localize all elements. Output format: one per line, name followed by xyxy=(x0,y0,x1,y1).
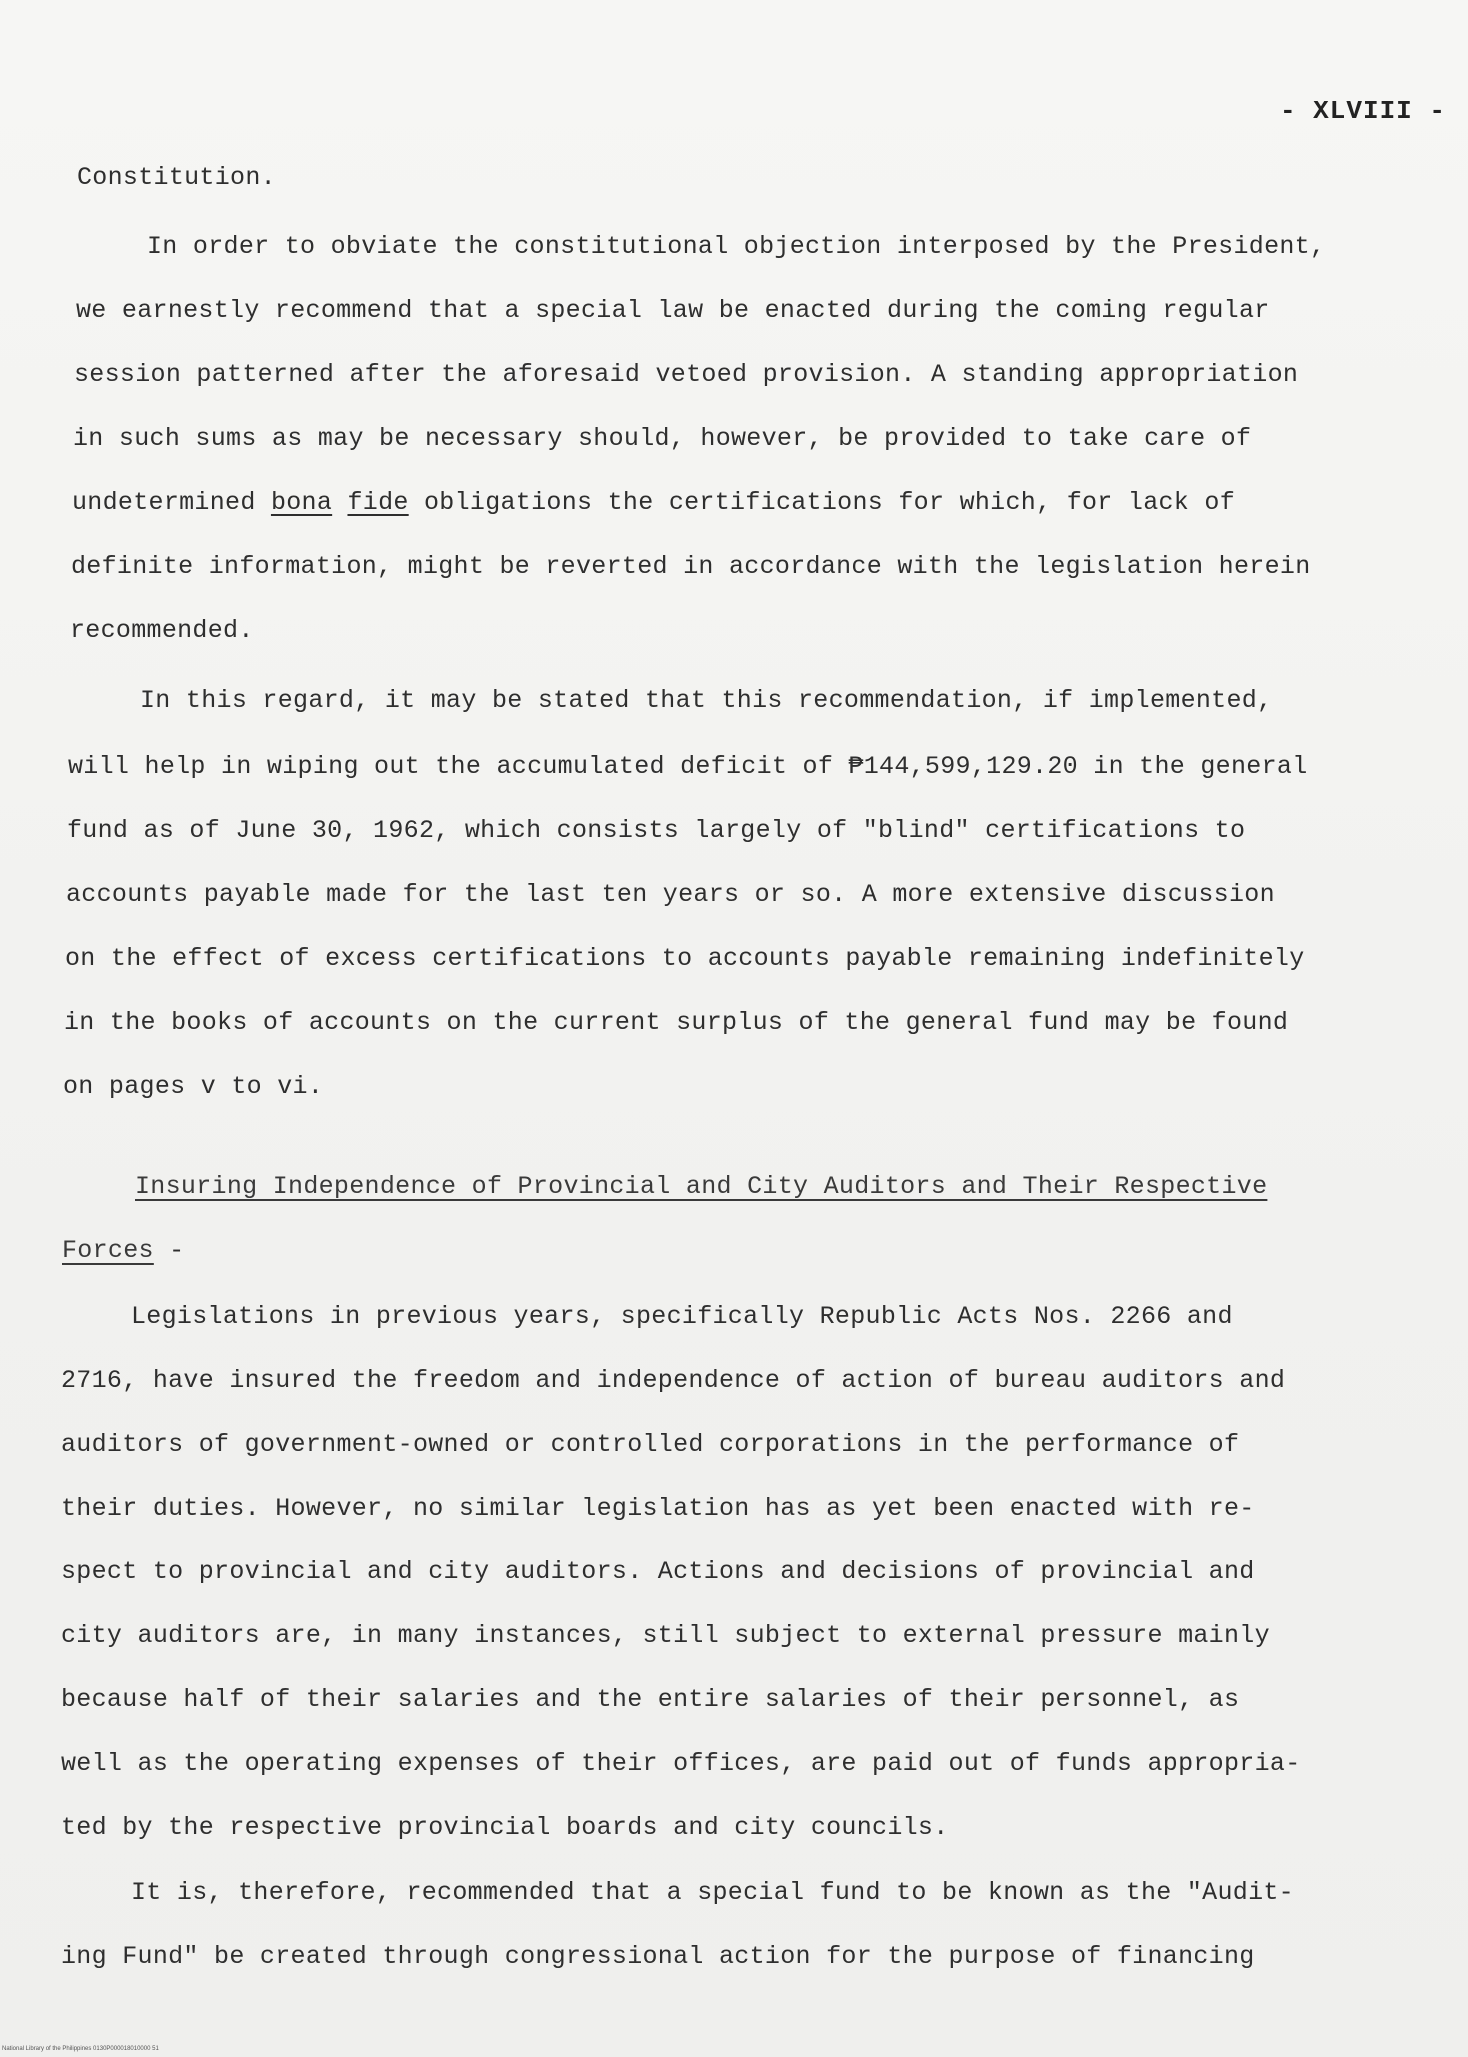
page-number: - XLVIII - xyxy=(1279,96,1446,126)
text-line: on pages v to vi. xyxy=(63,1072,324,1101)
text-line: auditors of government-owned or controlled corporations in the performance of xyxy=(61,1430,1240,1459)
text-line: definite information, might be reverted in accordance with the legislation herein xyxy=(71,552,1311,581)
text-line: session patterned after the aforesaid vetoed provision. A standing appropriation xyxy=(74,360,1299,389)
text-line: 2716, have insured the freedom and independence of action of bureau auditors and xyxy=(61,1366,1286,1395)
text-line: in the books of accounts on the current surplus of the general fund may be found xyxy=(64,1008,1289,1037)
text-line: Legislations in previous years, specifically Republic Acts Nos. 2266 and xyxy=(131,1302,1233,1331)
text-line xyxy=(72,488,1235,517)
text-fragment: undetermined xyxy=(72,488,271,517)
text-line: city auditors are, in many instances, still subject to external pressure mainly xyxy=(61,1621,1270,1650)
underlined-term: bona xyxy=(270,488,333,517)
text-line: It is, therefore, recommended that a special fund to be known as the "Audit- xyxy=(131,1878,1294,1907)
text-fragment xyxy=(332,488,347,517)
section-heading: Insuring Independence of Provincial and City Auditors and Their Respective xyxy=(135,1172,1268,1201)
underlined-term: fide xyxy=(347,488,409,517)
text-line: Constitution. xyxy=(77,163,276,192)
text-line: In this regard, it may be stated that this recommendation, if implemented, xyxy=(140,686,1273,715)
text-line: recommended. xyxy=(70,616,254,645)
archive-footer: National Library of the Philippines 0130P000018010000 51 xyxy=(2,2046,159,2052)
text-line: spect to provincial and city auditors. Actions and decisions of provincial and xyxy=(61,1557,1255,1586)
text-line: accounts payable made for the last ten years or so. A more extensive discussion xyxy=(66,880,1275,909)
text-line: because half of their salaries and the entire salaries of their personnel, as xyxy=(61,1685,1240,1714)
text-fragment: obligations the certifications for which, for lack of xyxy=(408,488,1236,517)
text-line: on the effect of excess certifications to accounts payable remaining indefinitely xyxy=(65,944,1305,973)
text-line: their duties. However, no similar legislation has as yet been enacted with re- xyxy=(61,1494,1255,1523)
text-line: ted by the respective provincial boards and city councils. xyxy=(61,1813,949,1842)
text-line: will help in wiping out the accumulated deficit of ₱144,599,129.20 in the general xyxy=(68,752,1308,781)
section-heading-text: Forces xyxy=(62,1236,154,1265)
section-heading-dash: - xyxy=(153,1236,185,1265)
text-line: in such sums as may be necessary should, however, be provided to take care of xyxy=(73,424,1252,453)
text-line: we earnestly recommend that a special law be enacted during the coming regular xyxy=(76,296,1270,325)
text-line: fund as of June 30, 1962, which consists largely of "blind" certifications to xyxy=(67,816,1246,845)
section-heading-continuation xyxy=(62,1236,184,1265)
text-line: In order to obviate the constitutional objection interposed by the President, xyxy=(147,232,1326,261)
text-line: ing Fund" be created through congressional action for the purpose of financing xyxy=(61,1942,1255,1971)
text-line: well as the operating expenses of their offices, are paid out of funds appropria- xyxy=(61,1749,1301,1778)
